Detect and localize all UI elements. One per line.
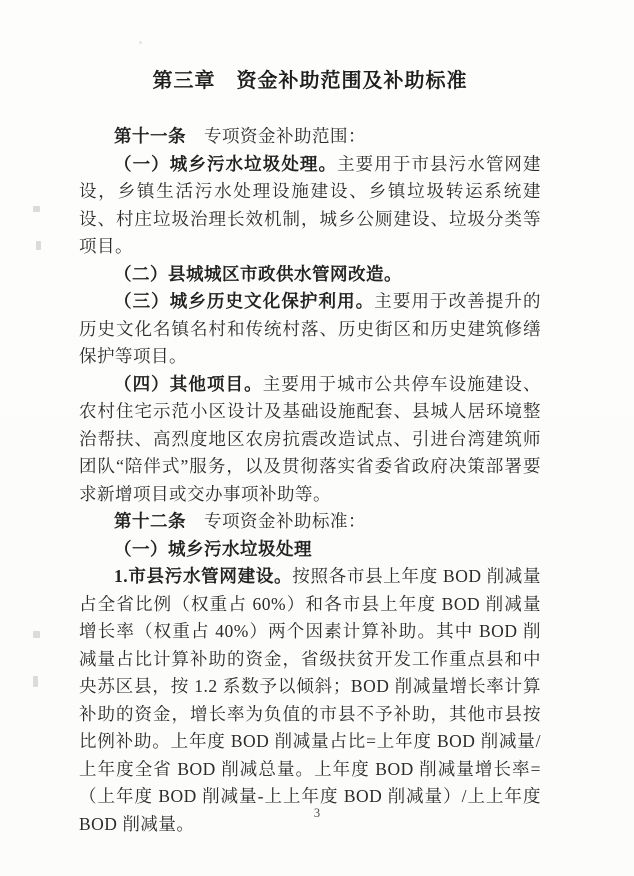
document-content: [79, 64, 541, 838]
scan-artifact: [33, 631, 40, 638]
para-article-11: [79, 123, 541, 151]
chapter-title: 第三章 资金补助范围及补助标准: [152, 70, 468, 92]
scan-artifact: [36, 241, 41, 250]
article-12-label: 第十二条: [114, 511, 186, 531]
para-item-3-heritage: [79, 288, 541, 371]
para-item-2-water-supply: [79, 261, 541, 289]
item-3-text: 主要用于改善提升的历史文化名镇名村和传统村落、历史街区和历史建筑修缮保护等项目。: [79, 291, 542, 366]
para-standard-item-1: [79, 536, 541, 564]
standard-item-1-heading: （一）城乡污水垃圾处理: [114, 538, 312, 559]
scan-artifact: [33, 206, 40, 212]
item-1-heading: （一）城乡污水垃圾处理。: [114, 153, 338, 174]
item-1-text: 主要用于市县污水管网建设，乡镇生活污水处理设施建设、乡镇垃圾转运系统建设、村庄垃圾治理长效机制，城乡公厕建设、垃圾分类等项目。: [79, 153, 542, 256]
para-item-4-other: [79, 371, 541, 509]
para-item-1-sewage-waste: [79, 151, 541, 261]
item-2-heading: （二）县城城区市政供水管网改造。: [114, 263, 402, 284]
article-12-text: 专项资金补助标准：: [186, 511, 366, 531]
para-pipeline-subsidy-rule: [79, 563, 541, 838]
pipeline-rule-text: 按照各市县上年度 BOD 削减量占全省比例（权重占 60%）和各市县上年度 BOD 削减量增长率（权重占 40%）两个因素计算补助。其中 BOD 削减量占比计算补助的资金，省级扶贫开发工作重点县和中央苏区县，按 1.2 系数予以倾斜；BOD 削减量增长率计算补助的资金，增长率为负值的市县不予补助，其他市县按比例补助。上年度 BOD 削减量占比=上年度 BOD 削减量/上年度全省 BOD 削减总量。上年度 BOD 削减量增长率=（上年度 BOD 削减量-上上年度 BOD 削减量）/上上年度 BOD 削减量。: [79, 566, 541, 834]
article-11-text: 专项资金补助范围：: [186, 126, 366, 146]
para-article-12: [79, 508, 541, 536]
item-4-heading: （四）其他项目。: [114, 373, 263, 394]
scan-artifact: [33, 676, 38, 687]
item-4-text: 主要用于城市公共停车设施建设、农村住宅示范小区设计及基础设施配套、县城人居环境整治帮扶、高烈度地区农房抗震改造试点、引进台湾建筑师团队“陪伴式”服务，以及贯彻落实省委省政府决策部署要求新增项目或交办事项补助等。: [79, 373, 542, 504]
article-11-label: 第十一条: [114, 126, 186, 146]
item-3-heading: （三）城乡历史文化保护利用。: [114, 291, 375, 311]
pipeline-rule-heading: 1.市县污水管网建设。: [114, 566, 293, 586]
scan-artifact: [139, 41, 142, 44]
page-number: 3: [313, 806, 321, 820]
